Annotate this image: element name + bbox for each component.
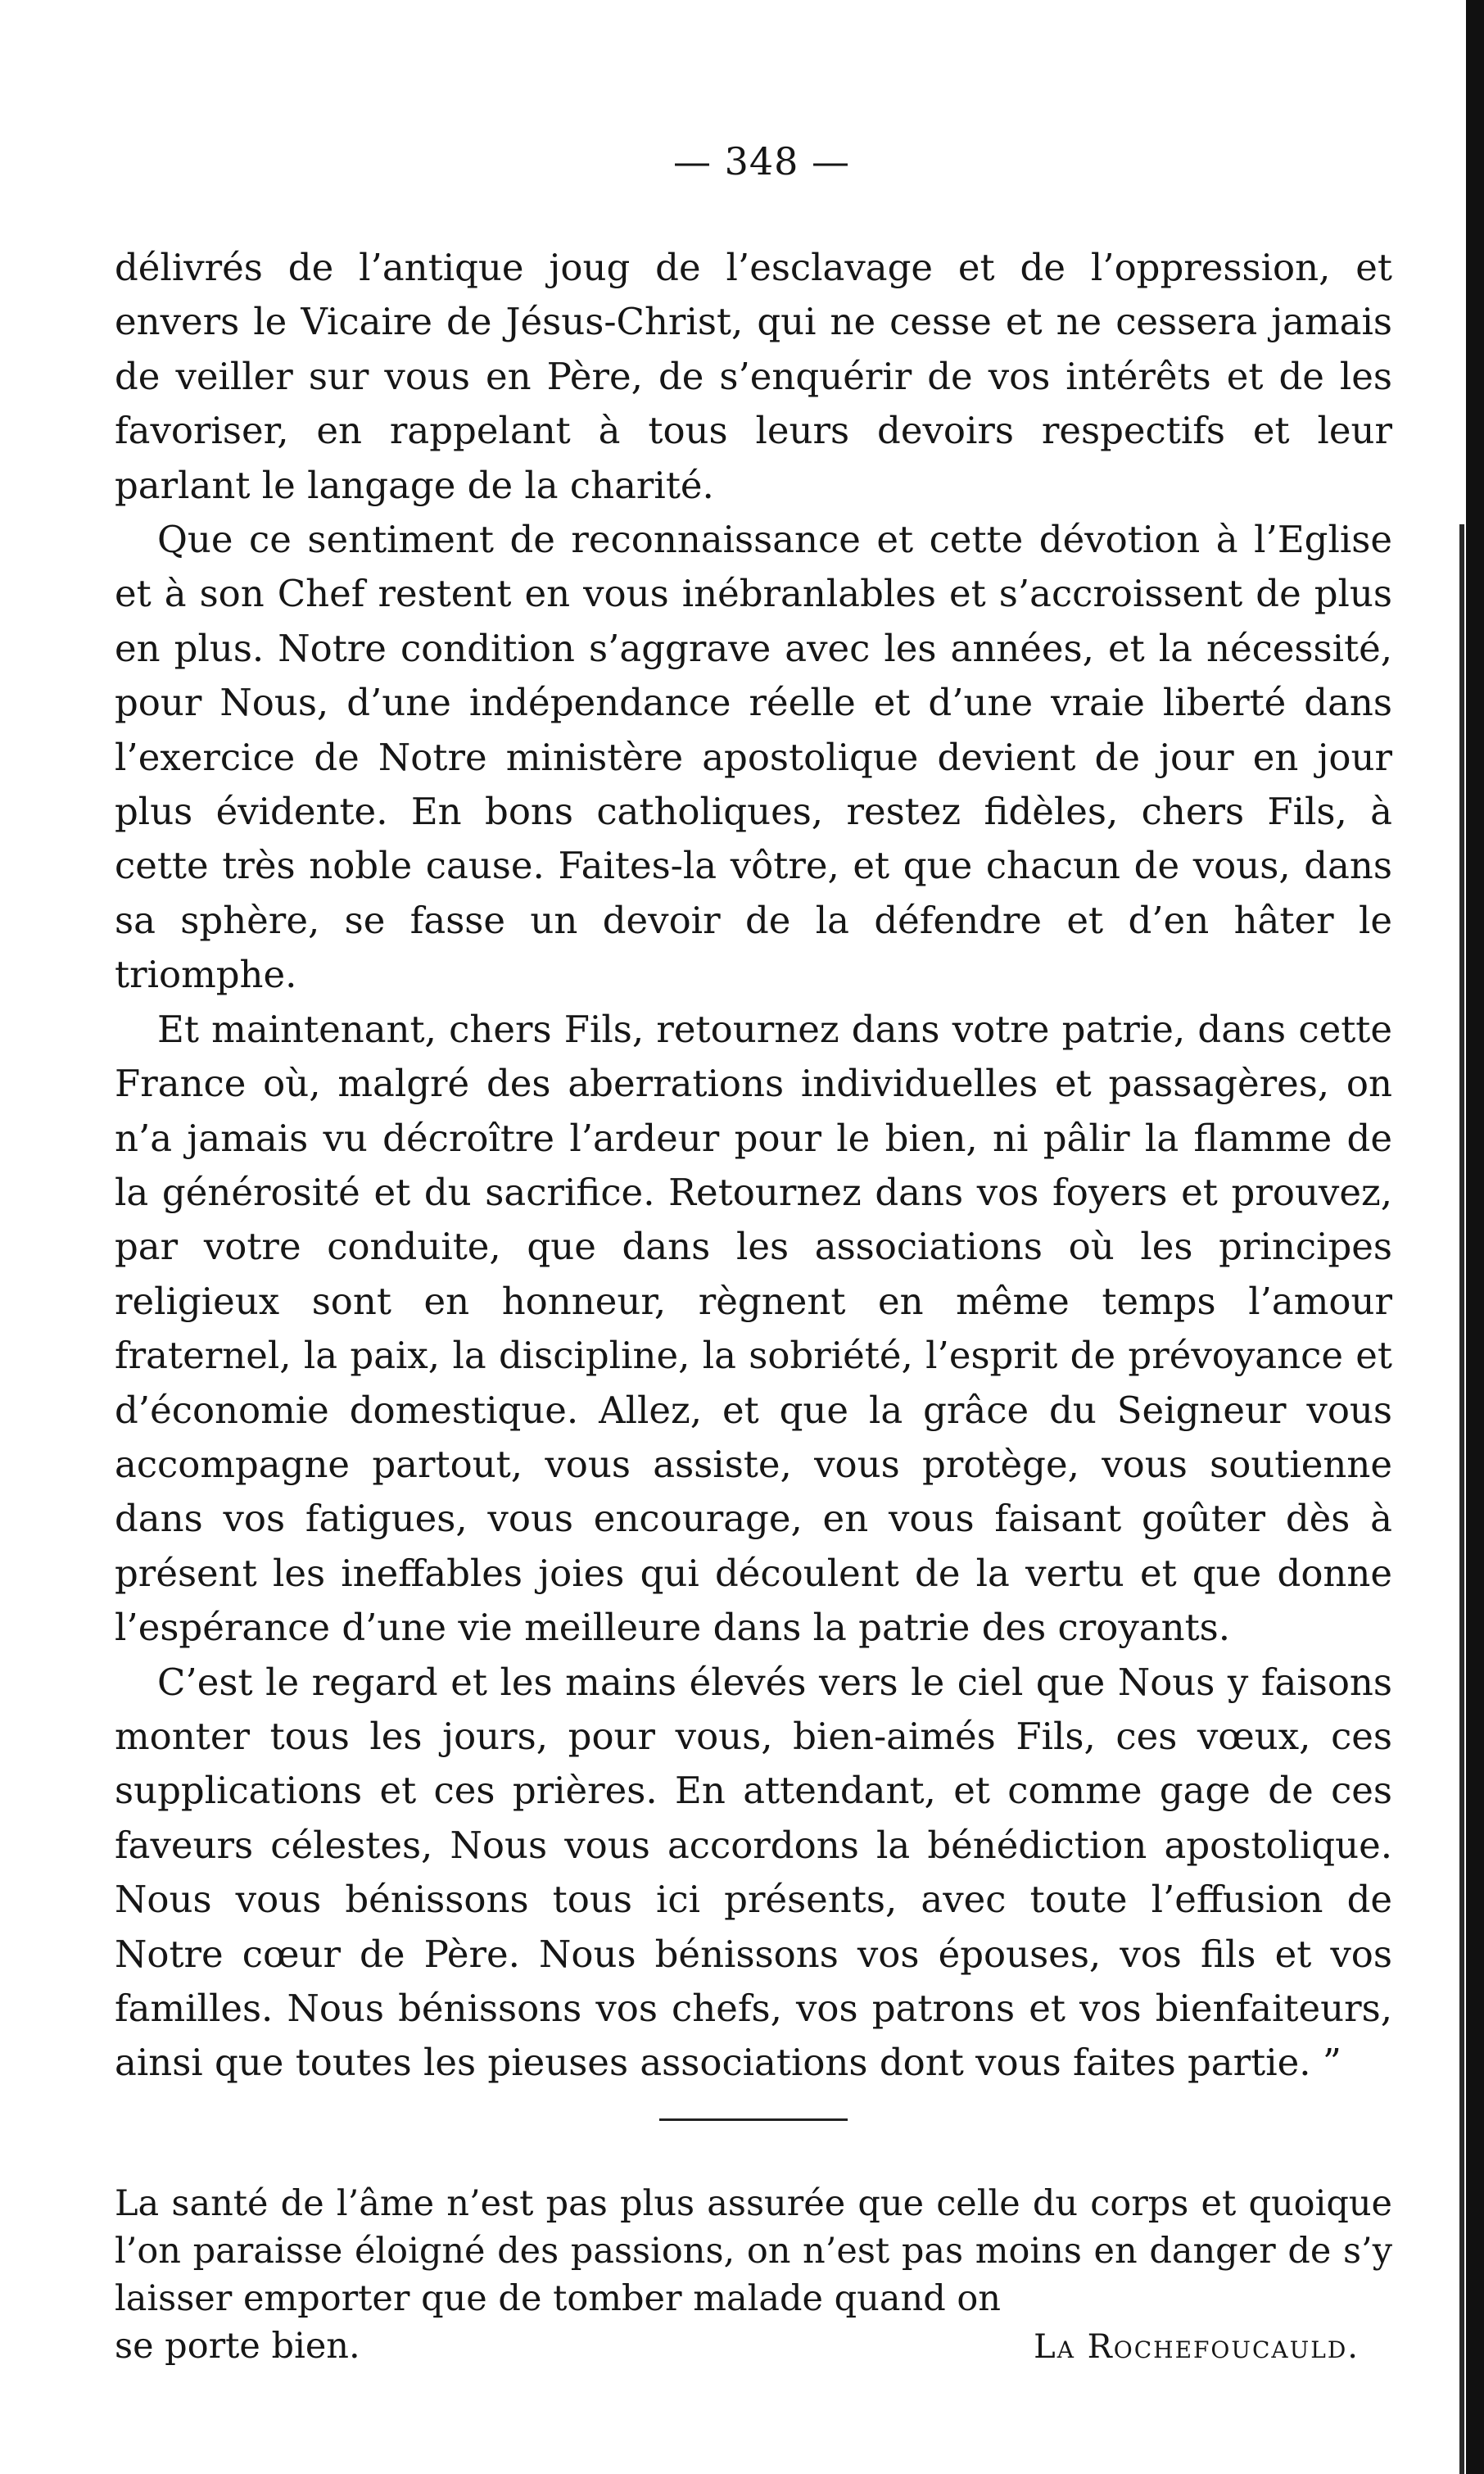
body-text (115, 241, 1392, 2091)
scan-edge-line (1459, 524, 1464, 2474)
paragraph-2: Que ce sentiment de reconnaissance et cette dévotion à l’Eglise et à son Chef restent en vous inébranlables et s’accroissent de plus en plus. Notre condition s’aggrave avec les années, et la nécessité, pour Nous, d’une indépendance réelle et d’une vraie liberté dans l’exercice de Notre ministère apostolique devient de jour en jour plus évidente. En bons catholiques, restez fidèles, chers Fils, à cette très noble cause. Faites-la vôtre, et que chacun de vous, dans sa sphère, se fasse un devoir de la défendre et d’en hâter le triomphe. (115, 518, 1392, 997)
maxim-quote (115, 2180, 1392, 2371)
document-page (115, 139, 1392, 2371)
maxim-author: La Rochefoucauld. (1034, 2327, 1360, 2366)
paragraph-3: Et maintenant, chers Fils, retournez dans votre patrie, dans cette France où, malgré des aberrations individuelles et passagères, on n’a jamais vu décroître l’ardeur pour le bien, ni pâlir la flamme de la générosité et du sacrifice. Retournez dans vos foyers et prouvez, par votre conduite, que dans les associations où les principes religieux sont en honneur, règnent en même temps l’amour fraternel, la paix, la discipline, la sobriété, l’esprit de prévoyance et d’économie domestique. Allez, et que la grâce du Seigneur vous accompagne partout, vous assiste, vous protège, vous soutienne dans vos fatigues, vous encourage, en vous faisant goûter dès à présent les ineffables joies qui découlent de la vertu et que donne l’espérance d’une vie meilleure dans la patrie des croyants. (115, 1007, 1392, 1650)
paragraph-4: C’est le regard et les mains élevés vers le ciel que Nous y faisons monter tous les jours, pour vous, bien-aimés Fils, ces vœux, ces supplications et ces prières. En attendant, et comme gage de ces faveurs célestes, Nous vous accordons la bénédiction apostolique. Nous vous bénissons tous ici présents, avec toute l’effusion de Notre cœur de Père. Nous bénissons vos épouses, vos fils et vos familles. Nous bénissons vos chefs, vos patrons et vos bienfaiteurs, ainsi que toutes les pieuses associations dont vous faites partie. ” (115, 1660, 1392, 2085)
page-number: — 348 — (672, 139, 851, 184)
section-divider (659, 2118, 848, 2121)
maxim-text: La santé de l’âme n’est pas plus assurée que celle du corps et quoique l’on paraisse éloigné des passions, on n’est pas moins en danger de s’y laisser emporter que de tomber malade quand on (115, 2182, 1392, 2319)
maxim-last-line: se porte bien. (115, 2325, 360, 2367)
maxim-tail (115, 2322, 1392, 2371)
scan-edge-shadow (1466, 0, 1484, 2474)
paragraph-1: délivrés de l’antique joug de l’esclavage et de l’oppression, et envers le Vicaire de Jésus-Christ, qui ne cesse et ne cessera jamais de veiller sur vous en Père, de s’enquérir de vos intérêts et de les favoriser, en rappelant à tous leurs devoirs respectifs et leur parlant le langage de la charité. (115, 246, 1392, 507)
